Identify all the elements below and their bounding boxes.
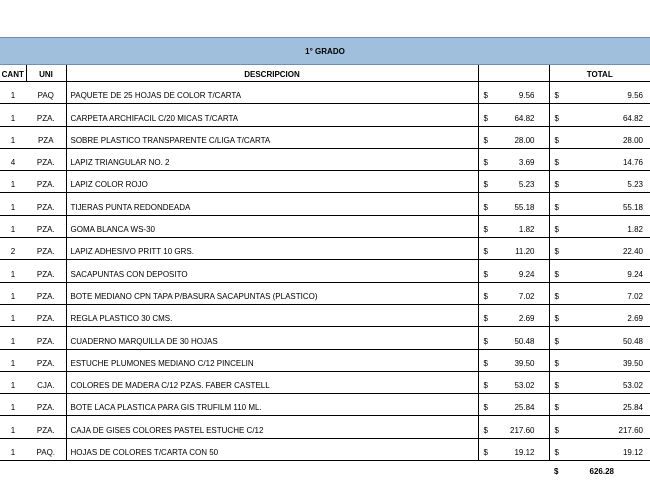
currency-symbol: $ — [554, 336, 559, 346]
cant-cell: 1 — [0, 394, 26, 416]
unit-price-cell — [478, 215, 549, 237]
unit-price-cell — [478, 148, 549, 170]
total-value: 9.24 — [627, 269, 643, 279]
unit-price-value: 39.50 — [514, 358, 535, 368]
table-row — [0, 438, 650, 460]
supply-list-table — [0, 65, 650, 481]
description-cell: SOBRE PLASTICO TRANSPARENTE C/LIGA T/CARTA — [66, 126, 478, 148]
total-value: 64.82 — [622, 113, 643, 123]
uni-cell: CJA. — [26, 371, 66, 393]
unit-price-cell — [478, 327, 549, 349]
description-cell: LAPIZ TRIANGULAR NO. 2 — [66, 148, 478, 170]
currency-symbol: $ — [483, 158, 488, 168]
header-row — [0, 65, 650, 82]
unit-price-value: 28.00 — [514, 135, 535, 145]
table-row — [0, 104, 650, 126]
description-cell: CAJA DE GISES COLORES PASTEL ESTUCHE C/12 — [66, 416, 478, 438]
cant-cell: 1 — [0, 104, 26, 126]
table-row — [0, 282, 650, 304]
currency-symbol: $ — [483, 247, 488, 257]
unit-price-cell — [478, 171, 549, 193]
unit-price-value: 9.24 — [518, 269, 535, 279]
total-cell — [549, 282, 650, 304]
total-cell — [549, 215, 650, 237]
cant-cell: 1 — [0, 327, 26, 349]
table-row — [0, 148, 650, 170]
currency-symbol: $ — [554, 403, 559, 413]
currency-symbol: $ — [483, 381, 488, 391]
currency-symbol: $ — [554, 314, 559, 324]
currency-symbol: $ — [483, 225, 488, 235]
currency-symbol: $ — [554, 180, 559, 190]
uni-cell: PZA. — [26, 215, 66, 237]
uni-cell: PZA. — [26, 171, 66, 193]
description-cell: CUADERNO MARQUILLA DE 30 HOJAS — [66, 327, 478, 349]
total-cell — [549, 82, 650, 104]
uni-cell: PAQ — [26, 82, 66, 104]
unit-price-cell — [478, 193, 549, 215]
total-value: 22.40 — [622, 247, 643, 257]
total-cell — [549, 371, 650, 393]
table-row — [0, 215, 650, 237]
grand-total-value: 626.28 — [589, 467, 614, 477]
currency-symbol: $ — [554, 247, 559, 257]
total-value: 14.76 — [622, 158, 643, 168]
currency-symbol: $ — [483, 135, 488, 145]
table-row — [0, 82, 650, 104]
cant-cell: 1 — [0, 349, 26, 371]
table-row — [0, 371, 650, 393]
unit-price-cell — [478, 371, 549, 393]
cant-cell: 1 — [0, 438, 26, 460]
currency-symbol: $ — [554, 135, 559, 145]
currency-symbol: $ — [483, 91, 488, 101]
total-value: 7.02 — [627, 291, 643, 301]
total-cell — [549, 171, 650, 193]
table-row — [0, 304, 650, 326]
unit-price-cell — [478, 304, 549, 326]
unit-price-cell — [478, 238, 549, 260]
total-value: 50.48 — [622, 336, 643, 346]
currency-symbol: $ — [483, 425, 488, 435]
grade-title-band — [0, 37, 650, 65]
grand-total-row — [0, 461, 650, 482]
grade-title: 1° GRADO — [305, 46, 345, 56]
unit-price-cell — [478, 126, 549, 148]
unit-price-value: 64.82 — [514, 113, 535, 123]
currency-symbol: $ — [554, 269, 559, 279]
unit-price-value: 9.56 — [518, 91, 535, 101]
total-cell — [549, 148, 650, 170]
uni-cell: PZA. — [26, 349, 66, 371]
currency-symbol: $ — [483, 180, 488, 190]
currency-symbol: $ — [483, 202, 488, 212]
total-cell — [549, 394, 650, 416]
currency-symbol: $ — [554, 291, 559, 301]
uni-cell: PZA. — [26, 148, 66, 170]
cant-cell: 1 — [0, 126, 26, 148]
header-cant: CANT — [0, 65, 26, 82]
currency-symbol: $ — [483, 403, 488, 413]
description-cell: GOMA BLANCA WS-30 — [66, 215, 478, 237]
total-cell — [549, 260, 650, 282]
description-cell: LAPIZ ADHESIVO PRITT 10 GRS. — [66, 238, 478, 260]
total-cell — [549, 349, 650, 371]
total-value: 53.02 — [622, 381, 643, 391]
total-cell — [549, 193, 650, 215]
total-cell — [549, 238, 650, 260]
unit-price-value: 55.18 — [514, 202, 535, 212]
grand-total-currency: $ — [554, 467, 559, 477]
currency-symbol: $ — [554, 202, 559, 212]
unit-price-value: 5.23 — [518, 180, 535, 190]
currency-symbol: $ — [554, 225, 559, 235]
total-value: 39.50 — [622, 358, 643, 368]
unit-price-cell — [478, 260, 549, 282]
table-row — [0, 416, 650, 438]
uni-cell: PZA. — [26, 416, 66, 438]
total-value: 9.56 — [627, 91, 643, 101]
header-uni: UNI — [26, 65, 66, 82]
description-cell: COLORES DE MADERA C/12 PZAS. FABER CASTELL — [66, 371, 478, 393]
description-cell: LAPIZ COLOR ROJO — [66, 171, 478, 193]
currency-symbol: $ — [554, 358, 559, 368]
uni-cell: PZA. — [26, 104, 66, 126]
uni-cell: PZA. — [26, 238, 66, 260]
uni-cell: PZA. — [26, 282, 66, 304]
total-value: 19.12 — [622, 448, 643, 458]
unit-price-cell — [478, 416, 549, 438]
description-cell: ESTUCHE PLUMONES MEDIANO C/12 PINCELIN — [66, 349, 478, 371]
uni-cell: PZA. — [26, 193, 66, 215]
total-cell — [549, 104, 650, 126]
unit-price-value: 11.20 — [515, 247, 535, 257]
table-row — [0, 260, 650, 282]
table-row — [0, 394, 650, 416]
table-row — [0, 126, 650, 148]
uni-cell: PZA — [26, 126, 66, 148]
description-cell: BOTE MEDIANO CPN TAPA P/BASURA SACAPUNTAS (PLASTICO) — [66, 282, 478, 304]
currency-symbol: $ — [554, 381, 559, 391]
table-row — [0, 327, 650, 349]
unit-price-cell — [478, 282, 549, 304]
currency-symbol: $ — [483, 291, 488, 301]
unit-price-cell — [478, 349, 549, 371]
currency-symbol: $ — [483, 314, 488, 324]
currency-symbol: $ — [554, 425, 559, 435]
total-value: 5.23 — [627, 180, 643, 190]
header-descripcion: DESCRIPCION — [66, 65, 478, 82]
cant-cell: 1 — [0, 304, 26, 326]
unit-price-value: 25.84 — [514, 403, 535, 413]
cant-cell: 4 — [0, 148, 26, 170]
unit-price-cell — [478, 82, 549, 104]
unit-price-value: 3.69 — [518, 158, 535, 168]
unit-price-value: 217.60 — [510, 425, 535, 435]
unit-price-value: 53.02 — [514, 381, 535, 391]
cant-cell: 1 — [0, 82, 26, 104]
currency-symbol: $ — [554, 113, 559, 123]
cant-cell: 1 — [0, 215, 26, 237]
total-value: 217.60 — [618, 425, 643, 435]
cant-cell: 1 — [0, 371, 26, 393]
currency-symbol: $ — [483, 448, 488, 458]
total-value: 2.69 — [627, 314, 643, 324]
description-cell: PAQUETE DE 25 HOJAS DE COLOR T/CARTA — [66, 82, 478, 104]
currency-symbol: $ — [483, 336, 488, 346]
unit-price-value: 1.82 — [518, 225, 535, 235]
currency-symbol: $ — [554, 448, 559, 458]
total-cell — [549, 327, 650, 349]
header-total: TOTAL — [549, 65, 650, 82]
total-value: 28.00 — [622, 135, 643, 145]
uni-cell: PZA. — [26, 260, 66, 282]
unit-price-value: 2.69 — [518, 314, 535, 324]
total-value: 25.84 — [622, 403, 643, 413]
unit-price-cell — [478, 104, 549, 126]
total-cell — [549, 304, 650, 326]
description-cell: SACAPUNTAS CON DEPOSITO — [66, 260, 478, 282]
currency-symbol: $ — [483, 269, 488, 279]
unit-price-cell — [478, 438, 549, 460]
table-row — [0, 193, 650, 215]
description-cell: CARPETA ARCHIFACIL C/20 MICAS T/CARTA — [66, 104, 478, 126]
grand-total-cell — [549, 461, 650, 482]
unit-price-cell — [478, 394, 549, 416]
uni-cell: PZA. — [26, 304, 66, 326]
table-row — [0, 171, 650, 193]
unit-price-value: 50.48 — [514, 336, 535, 346]
total-cell — [549, 126, 650, 148]
table-row — [0, 238, 650, 260]
description-cell: BOTE LACA PLASTICA PARA GIS TRUFILM 110 ML. — [66, 394, 478, 416]
cant-cell: 1 — [0, 260, 26, 282]
total-value: 1.82 — [627, 225, 643, 235]
unit-price-value: 7.02 — [518, 291, 535, 301]
description-cell: REGLA PLASTICO 30 CMS. — [66, 304, 478, 326]
description-cell: TIJERAS PUNTA REDONDEADA — [66, 193, 478, 215]
currency-symbol: $ — [554, 158, 559, 168]
total-value: 55.18 — [622, 202, 643, 212]
cant-cell: 1 — [0, 193, 26, 215]
currency-symbol: $ — [483, 358, 488, 368]
uni-cell: PZA. — [26, 327, 66, 349]
currency-symbol: $ — [554, 91, 559, 101]
description-cell: HOJAS DE COLORES T/CARTA CON 50 — [66, 438, 478, 460]
uni-cell: PZA. — [26, 394, 66, 416]
total-cell — [549, 438, 650, 460]
table-row — [0, 349, 650, 371]
cant-cell: 1 — [0, 416, 26, 438]
currency-symbol: $ — [483, 113, 488, 123]
unit-price-value: 19.12 — [514, 448, 535, 458]
uni-cell: PAQ. — [26, 438, 66, 460]
total-cell — [549, 416, 650, 438]
header-unit-price — [478, 65, 549, 82]
cant-cell: 2 — [0, 238, 26, 260]
cant-cell: 1 — [0, 282, 26, 304]
cant-cell: 1 — [0, 171, 26, 193]
